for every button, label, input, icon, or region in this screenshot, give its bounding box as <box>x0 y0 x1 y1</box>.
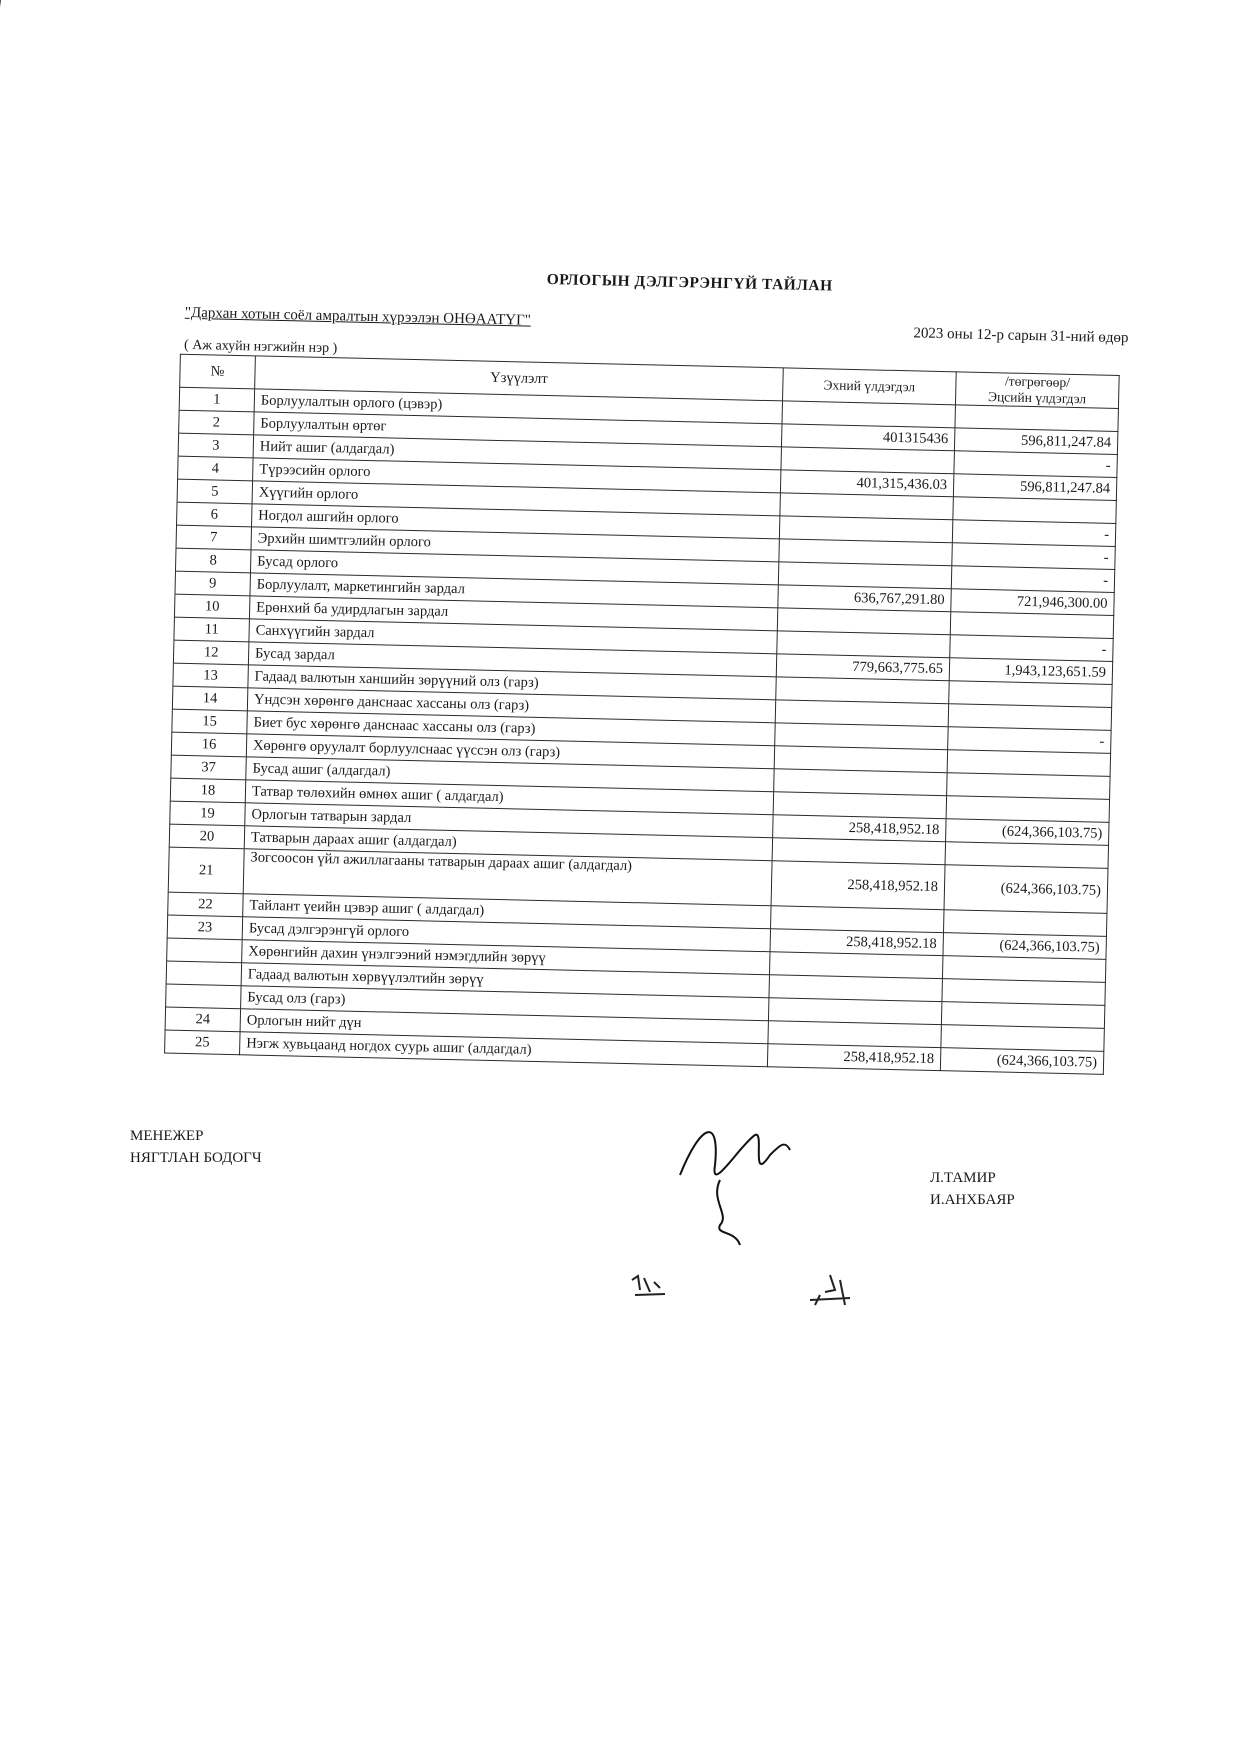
row-indicator: Бусад орлого <box>250 550 778 585</box>
row-number: 6 <box>177 502 253 527</box>
row-indicator: Борлуулалтын орлого (цэвэр) <box>254 389 782 424</box>
row-indicator: Ерөнхий ба удирдлагын зардал <box>249 596 777 631</box>
row-indicator: Үндсэн хөрөнгө данснаас хассаны олз (гарз) <box>247 688 775 723</box>
row-number: 2 <box>179 410 255 435</box>
header-end-balance-label: Эцсийн үлдэгдэл <box>987 389 1087 407</box>
stamp-mark-left <box>630 1270 670 1300</box>
row-indicator: Гадаад валютын хөрвүүлэлтийн зөрүү <box>241 963 769 998</box>
row-number: 23 <box>167 915 243 940</box>
row-number <box>166 961 242 986</box>
accountant-title: НЯГТЛАН БОДОГЧ <box>130 1150 262 1166</box>
row-indicator: Татварын дараах ашиг (алдагдал) <box>244 826 772 861</box>
row-indicator: Хүүгийн орлого <box>252 481 780 516</box>
report-title: ОРЛОГЫН ДЭЛГЭРЭНГҮЙ ТАЙЛАН <box>546 271 833 295</box>
row-number: 22 <box>168 892 244 917</box>
row-number: 12 <box>173 640 249 665</box>
row-indicator: Түрээсийн орлого <box>253 458 781 493</box>
row-number: 11 <box>174 617 250 642</box>
row-number: 3 <box>178 433 254 458</box>
row-indicator: Татвар төлөхийн өмнөх ашиг ( алдагдал) <box>245 780 773 815</box>
row-number <box>167 938 243 963</box>
row-number <box>166 984 242 1009</box>
row-end-balance: 596,811,247.84 <box>954 428 1117 455</box>
row-indicator: Нийт ашиг (алдагдал) <box>253 435 781 470</box>
header-end-balance <box>955 372 1119 409</box>
row-number: 9 <box>175 571 251 596</box>
row-end-balance: (624,366,103.75) <box>944 865 1108 914</box>
row-number: 13 <box>173 663 249 688</box>
manager-name: Л.ТАМИР <box>930 1170 996 1186</box>
row-indicator: Хөрөнгө оруулалт борлуулснаас үүссэн олз (гарз) <box>246 734 774 769</box>
row-end-balance: 596,811,247.84 <box>953 474 1116 501</box>
signature-names <box>930 1167 1015 1211</box>
income-statement-table <box>164 354 1120 1075</box>
row-begin-balance: 258,418,952.18 <box>770 929 943 956</box>
header-indicator: Үзүүлэлт <box>255 356 784 401</box>
row-number: 4 <box>178 456 254 481</box>
row-indicator: Орлогын нийт дүн <box>240 1009 768 1044</box>
row-number: 18 <box>170 778 246 803</box>
row-indicator: Борлуулалт, маркетингийн зардал <box>250 573 778 608</box>
row-end-balance: - <box>952 520 1115 547</box>
organization-name: "Дархан хотын соёл амралтын хүрээлэн ОНӨААТҮГ" <box>184 304 532 329</box>
row-number: 15 <box>172 709 248 734</box>
row-number: 1 <box>179 387 255 412</box>
row-end-balance: - <box>948 727 1111 754</box>
row-indicator: Ногдол ашгийн орлого <box>252 504 780 539</box>
table-body <box>165 387 1119 1074</box>
row-number: 19 <box>170 801 246 826</box>
row-indicator: Эрхийн шимтгэлийн орлого <box>251 527 779 562</box>
row-end-balance: (624,366,103.75) <box>946 819 1109 846</box>
stamp-mark-right <box>800 1270 860 1310</box>
row-end-balance: - <box>951 566 1114 593</box>
row-indicator: Орлогын татварын зардал <box>245 803 773 838</box>
row-number: 8 <box>175 548 251 573</box>
row-number: 10 <box>174 594 250 619</box>
row-begin-balance: 401,315,436.03 <box>780 470 953 497</box>
row-end-balance: - <box>950 635 1113 662</box>
row-indicator: Биет бус хөрөнгө данснаас хассаны олз (гарз) <box>247 711 775 746</box>
row-begin-balance: 258,418,952.18 <box>771 861 945 910</box>
row-number: 20 <box>169 824 245 849</box>
manager-title: МЕНЕЖЕР <box>130 1128 204 1144</box>
row-indicator: Санхүүгийн зардал <box>249 619 777 654</box>
row-indicator: Бусад ашиг (алдагдал) <box>246 757 774 792</box>
header-begin-balance: Эхний үлдэгдэл <box>783 368 957 405</box>
row-indicator: Гадаад валютын ханшийн зөрүүний олз (гарз) <box>248 665 776 700</box>
handwritten-signature <box>660 1105 810 1255</box>
row-number: 25 <box>165 1030 241 1055</box>
row-number: 21 <box>168 847 244 894</box>
row-begin-balance: 779,663,775.65 <box>776 654 949 681</box>
row-end-balance: 721,946,300.00 <box>951 589 1114 616</box>
signature-titles <box>130 1125 262 1169</box>
row-begin-balance: 636,767,291.80 <box>778 585 951 612</box>
row-indicator: Бусад зардал <box>248 642 776 677</box>
row-end-balance: (624,366,103.75) <box>940 1048 1103 1075</box>
report-date: 2023 оны 12-р сарын 31-ний өдөр <box>913 325 1129 347</box>
row-begin-balance: 258,418,952.18 <box>773 815 946 842</box>
row-indicator: Бусад дэлгэрэнгүй орлого <box>242 917 770 952</box>
row-indicator: Борлуулалтын өртөг <box>254 412 782 447</box>
row-begin-balance: 258,418,952.18 <box>767 1044 940 1071</box>
row-number: 16 <box>171 732 247 757</box>
row-number: 14 <box>172 686 248 711</box>
page-edge-mark <box>0 0 4 119</box>
row-indicator: Зогсоосон үйл ажиллагааны татварын дараах ашиг (алдагдал) <box>243 849 772 906</box>
row-end-balance: - <box>952 543 1115 570</box>
unit-label: /төгрөгөөр/ <box>1004 373 1071 390</box>
report-document <box>132 262 1130 1075</box>
row-end-balance: - <box>954 451 1117 478</box>
accountant-name: И.АНХБАЯР <box>930 1192 1015 1208</box>
row-end-balance: (624,366,103.75) <box>943 933 1106 960</box>
row-number: 37 <box>171 755 247 780</box>
row-begin-balance: 401315436 <box>781 424 954 451</box>
row-number: 5 <box>177 479 253 504</box>
header-number: № <box>180 354 256 389</box>
organization-caption: ( Аж ахуйн нэгжийн нэр ) <box>183 337 338 357</box>
row-number: 24 <box>165 1007 241 1032</box>
row-indicator: Хөрөнгийн дахин үнэлгээний нэмэгдлийн зөрүү <box>242 940 770 975</box>
row-indicator: Тайлант үеийн цэвэр ашиг ( алдагдал) <box>243 894 771 929</box>
row-number: 7 <box>176 525 252 550</box>
row-indicator: Нэгж хувьцаанд ногдох суурь ашиг (алдагдал) <box>240 1032 768 1067</box>
row-indicator: Бусад олз (гарз) <box>241 986 769 1021</box>
row-end-balance: 1,943,123,651.59 <box>949 658 1112 685</box>
